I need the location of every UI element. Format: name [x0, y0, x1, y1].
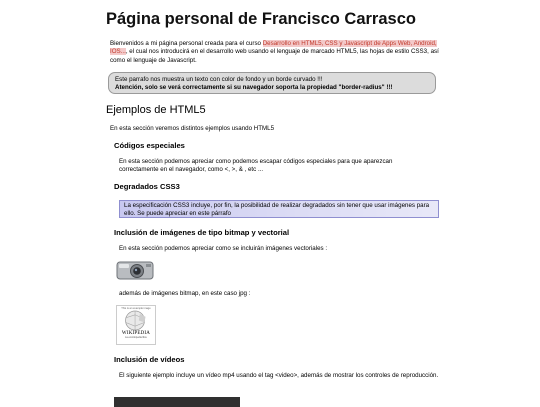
gradient-paragraph: La especificación CSS3 incluye, por fin, la posibilidad de realizar degradados sin tener que usar imágenes para ello. Se puede apreciar en este párrafo [119, 200, 439, 218]
wiki-subcaption: La enciclopedia libre [125, 336, 147, 339]
images-heading: Inclusión de imágenes de tipo bitmap y vectorial [114, 228, 290, 237]
wiki-top-text: This is an example image [121, 307, 151, 310]
intro-text-after: , el cual nos introducirá en el desarrollo web usando el lenguaje de marcado HTML5, las hojas de estilo CSS3, así como el lenguaje de Javascript. [110, 48, 439, 64]
gradients-heading: Degradados CSS3 [114, 182, 180, 191]
video-player[interactable] [114, 397, 240, 407]
notice-line-1: Este parrafo nos muestra un texto con color de fondo y un borde curvado !!! [115, 76, 323, 83]
course-link[interactable]: Desarrollo en HTML5, CSS y Javascript de Apps Web, Android, IOS... [110, 40, 437, 56]
special-chars-heading: Códigos especiales [114, 141, 185, 150]
wiki-caption: WIKIPEDIA [121, 331, 151, 336]
special-chars-text: En esta sección podemos apreciar como podemos escapar códigos especiales para que aparezcan correctamente en el navegador, como <, >, & , etc ... [119, 158, 393, 174]
section-intro: En esta sección veremos distintos ejemplos usando HTML5 [110, 125, 275, 132]
vector-images-text: En esta sección podemos apreciar como se incluirán imágenes vectoriales : [119, 245, 328, 252]
page-title: Página personal de Francisco Carrasco [106, 10, 416, 28]
intro-text-before: Bienvenidos a mi página personal creada para el curso [110, 40, 263, 47]
puzzle-globe-icon [117, 310, 155, 331]
bitmap-images-text: además de imágenes bitmap, en este caso jpg : [119, 290, 251, 297]
rounded-notice-box [108, 72, 436, 94]
video-text: El siguiente ejemplo incluye un vídeo mp4 usando el tag <video>, además de mostrar los controles de reproducción. [119, 372, 439, 379]
video-heading: Inclusión de vídeos [114, 355, 185, 364]
intro-paragraph [110, 40, 440, 65]
camera-image [116, 260, 154, 280]
wikipedia-image [116, 305, 156, 345]
section-heading: Ejemplos de HTML5 [106, 104, 206, 116]
notice-line-2: Atención, solo se verá correctamente si su navegador soporta la propiedad "border-radius" !!! [115, 84, 393, 92]
